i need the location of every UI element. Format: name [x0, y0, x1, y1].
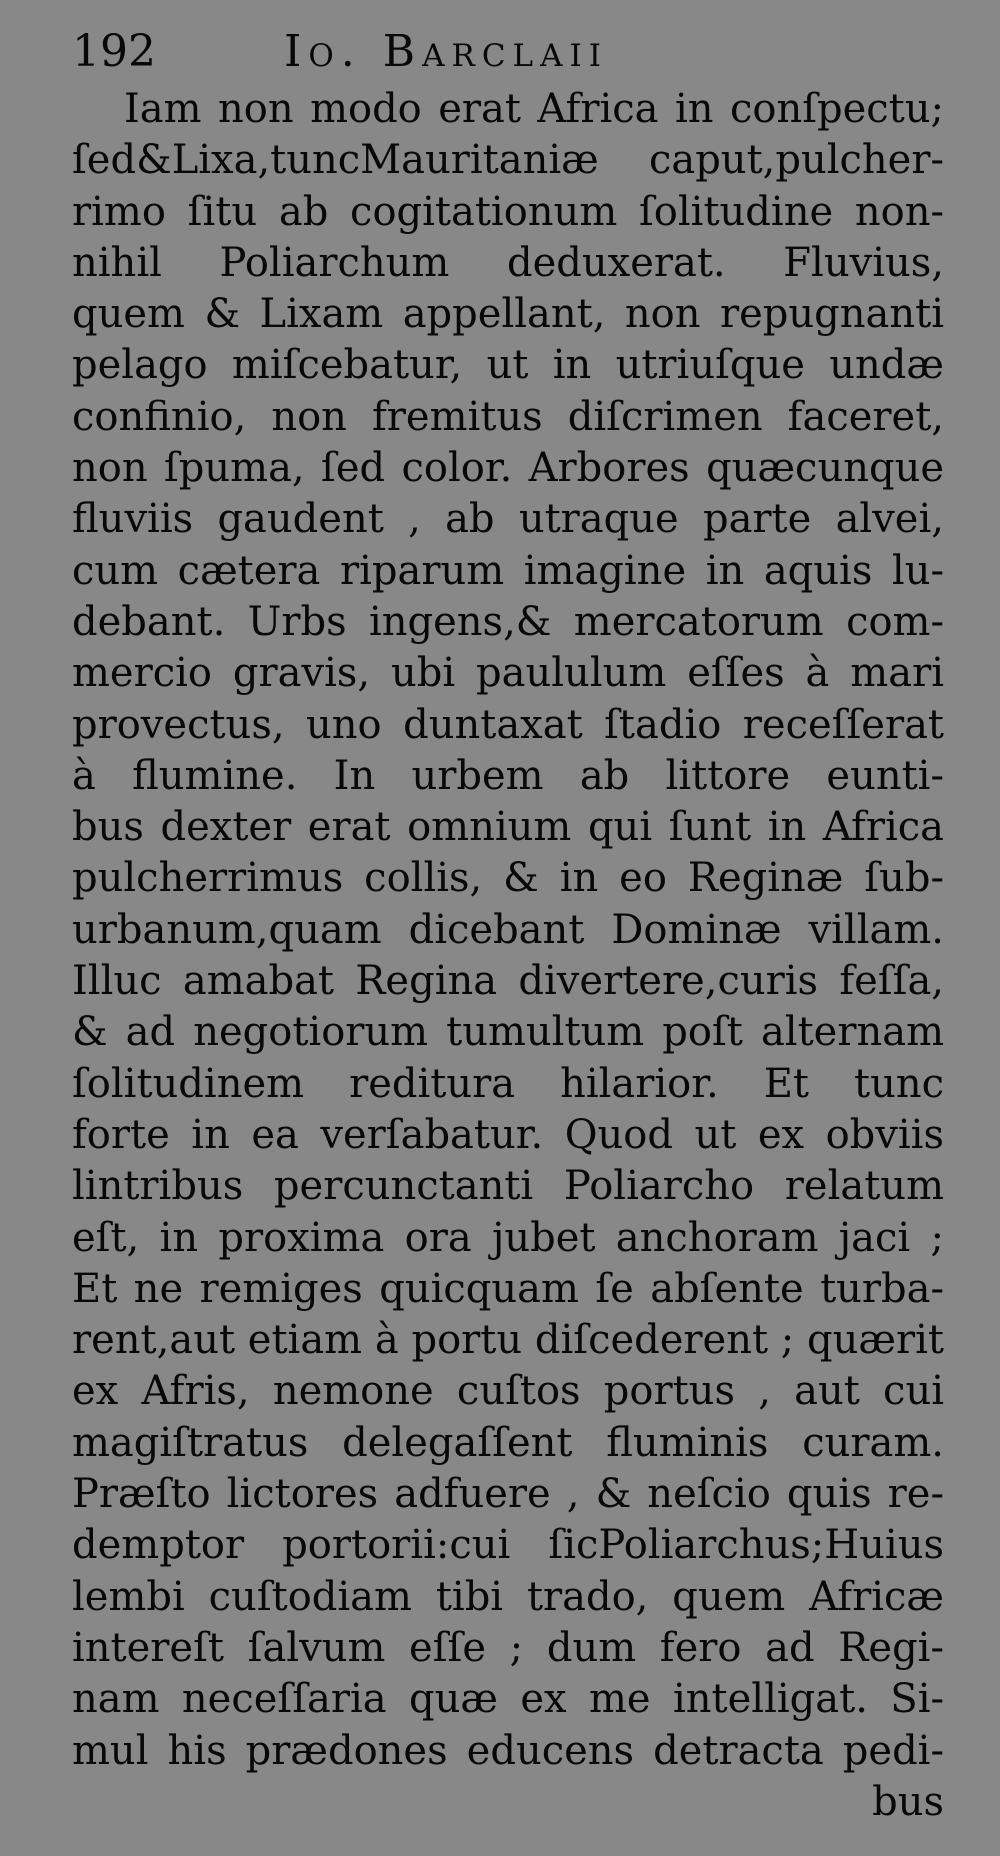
text-line: non ſpuma, ſed color. Arbores quæcunque [72, 445, 944, 492]
text-line: cum cætera riparum imagine in aquis lu- [72, 547, 944, 594]
text-line: debant. Urbs ingens,& mercatorum com- [72, 598, 944, 645]
text-line: magiſtratus delegaſſent fluminis curam. [72, 1419, 944, 1466]
text-line: quem & Lixam appellant, non repugnanti [72, 291, 944, 338]
page-number: 192 [72, 26, 156, 77]
text-line: rent,aut etiam à portu diſcederent ; quærit [72, 1317, 944, 1364]
body-text [72, 84, 944, 1828]
text-line: Et ne remiges quicquam ſe abſente turba- [72, 1265, 944, 1312]
text-line: Iam non modo erat Africa in conſpectu; [124, 86, 944, 132]
text-line: bus [872, 1778, 944, 1825]
text-line: ſolitudinem reditura hilarior. Et tunc [72, 1060, 944, 1107]
page-header [72, 22, 972, 82]
text-line: demptor portorii:cui ſicPoliarchus;Huius [72, 1522, 944, 1569]
text-line: fluviis gaudent , ab utraque parte alvei, [72, 496, 944, 543]
text-line: Illuc amabat Regina divertere,curis feſſa, [72, 958, 944, 1005]
text-line: confinio, non fremitus diſcrimen faceret, [72, 393, 944, 440]
text-line: provectus, uno duntaxat ſtadio receſſerat [72, 701, 944, 748]
text-line: intereſt ſalvum eſſe ; dum fero ad Regi- [72, 1624, 944, 1671]
text-line: nihil Poliarchum deduxerat. Fluvius, [72, 239, 944, 286]
text-line: rimo ſitu ab cogitationum ſolitudine non- [72, 188, 944, 235]
text-line: lembi cuſtodiam tibi trado, quem Africæ [72, 1573, 944, 1620]
text-line: urbanum,quam dicebant Dominæ villam. [72, 906, 944, 953]
text-line: ex Afris, nemone cuſtos portus , aut cui [72, 1368, 944, 1415]
text-line: nam neceſſaria quæ ex me intelligat. Si- [72, 1676, 944, 1723]
text-line: & ad negotiorum tumultum poſt alternam [72, 1009, 944, 1056]
text-line: bus dexter erat omnium qui ſunt in Africa [72, 804, 944, 851]
text-line: à flumine. In urbem ab littore eunti- [72, 752, 944, 799]
text-line: pelago miſcebatur, ut in utriuſque undæ [72, 342, 944, 389]
text-line: pulcherrimus collis, & in eo Reginæ ſub- [72, 855, 944, 902]
text-line: Præſto lictores adfuere , & neſcio quis re- [72, 1471, 944, 1518]
text-line: eſt, in proxima ora jubet anchoram jaci ; [72, 1214, 944, 1261]
text-line: ſed&Lixa,tuncMauritaniæ caput,pulcher- [72, 137, 944, 184]
text-line: mercio gravis, ubi paululum eſſes à mari [72, 650, 944, 697]
text-line: forte in ea verſabatur. Quod ut ex obviis [72, 1111, 944, 1158]
text-line: lintribus percunctanti Poliarcho relatum [72, 1163, 944, 1210]
text-line: mul his prædones educens detracta pedi- [72, 1727, 944, 1774]
running-head: Io. Barclaii [284, 26, 609, 77]
